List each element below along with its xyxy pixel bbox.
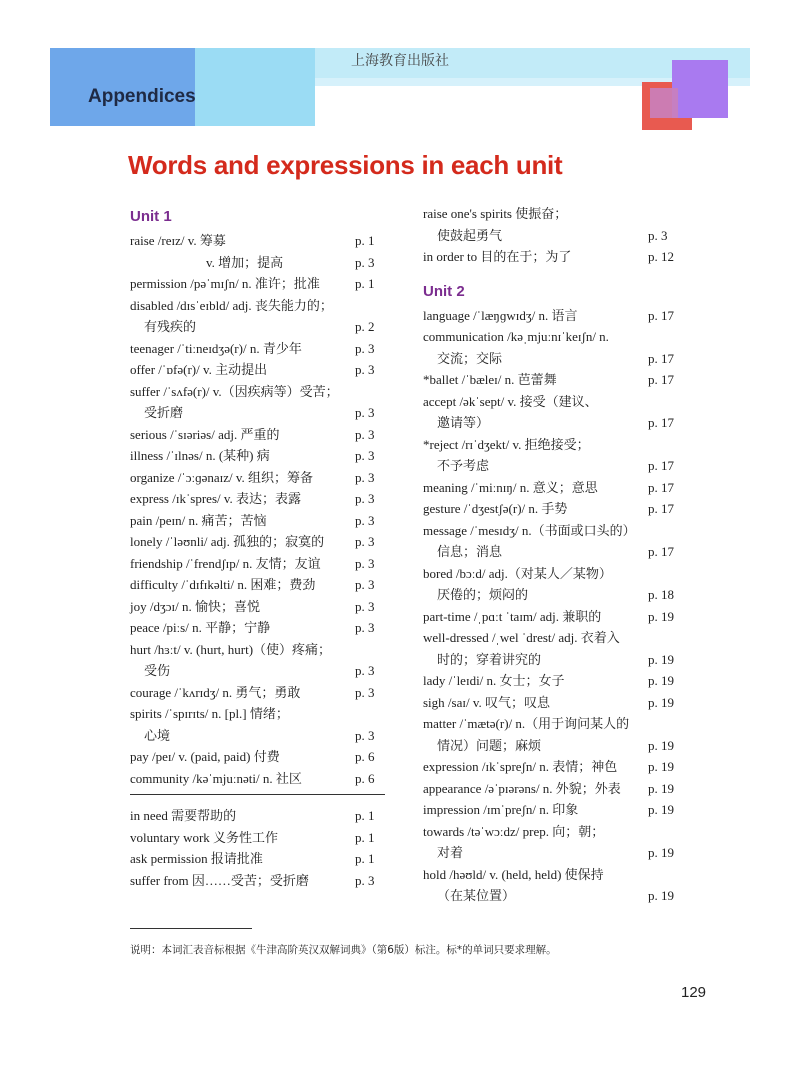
list-item xyxy=(130,768,385,790)
list-item xyxy=(423,821,678,843)
entry-text: disabled /dɪsˈeɪbld/ adj. 丧失能力的； xyxy=(130,297,333,313)
page-title: Words and expressions in each unit xyxy=(128,150,563,180)
entry-text: impression /ɪmˈpreʃn/ n. 印象 xyxy=(423,802,579,817)
entry-text: serious /ˈsɪəriəs/ adj. 严重的 xyxy=(130,426,280,442)
page-reference: p. 1 xyxy=(355,829,375,845)
page-reference: p. 18 xyxy=(648,587,674,602)
list-item xyxy=(423,670,678,692)
list-item xyxy=(130,660,385,682)
page-reference: p. 17 xyxy=(648,415,674,430)
entry-text: community /kəˈmjuːnəti/ n. 社区 xyxy=(130,770,302,786)
left-column xyxy=(130,203,385,891)
list-item xyxy=(130,531,385,553)
page-reference: p. 19 xyxy=(648,673,674,688)
page-reference: p. 3 xyxy=(355,340,375,356)
page-reference: p. 1 xyxy=(355,233,375,248)
page-reference: p. 19 xyxy=(648,888,674,903)
entry-text: 厌倦的；烦闷的 xyxy=(437,587,529,602)
list-item xyxy=(423,606,678,628)
list-item xyxy=(423,246,678,268)
page-reference: p. 3 xyxy=(355,663,375,678)
entry-text: 对着 xyxy=(437,845,464,860)
page-reference: p. 17 xyxy=(648,458,674,473)
entry-text: friendship /ˈfrendʃɪp/ n. 友情；友谊 xyxy=(130,555,321,571)
list-item xyxy=(130,402,385,424)
list-item xyxy=(423,203,678,225)
entry-text: lady /ˈleɪdi/ n. 女士；女子 xyxy=(423,673,565,688)
page-reference: p. 3 xyxy=(355,469,375,485)
list-item xyxy=(423,649,678,671)
page-reference: p. 19 xyxy=(648,694,674,710)
entry-text: bored /bɔːd/ adj.（对某人／某物） xyxy=(423,565,612,581)
page-reference: p. 3 xyxy=(355,254,375,270)
list-item xyxy=(423,756,678,778)
list-item xyxy=(423,225,678,247)
entry-text: *ballet /ˈbæleɪ/ n. 芭蕾舞 xyxy=(423,372,557,387)
list-item xyxy=(130,682,385,704)
page-reference: p. 3 xyxy=(355,448,375,463)
entry-text: 邀请等） xyxy=(437,415,490,430)
entry-text: 不予考虑 xyxy=(437,458,490,473)
list-item xyxy=(423,864,678,886)
entry-text: part-time /ˌpɑːt ˈtaɪm/ adj. 兼职的 xyxy=(423,608,602,624)
entry-text: raise one's spirits 使振奋； xyxy=(423,206,568,221)
entry-text: in need 需要帮助的 xyxy=(130,808,237,823)
page-reference: p. 19 xyxy=(648,780,674,796)
list-item xyxy=(130,295,385,317)
list-item xyxy=(423,563,678,585)
list-item xyxy=(130,848,385,870)
entry-text: organize /ˈɔːɡənaɪz/ v. 组织；筹备 xyxy=(130,469,314,485)
entry-text: 有残疾的 xyxy=(144,319,197,334)
entry-text: lonely /ˈləʊnli/ adj. 孤独的；寂寞的 xyxy=(130,534,325,549)
list-item xyxy=(130,725,385,747)
entry-text: spirits /ˈspɪrɪts/ n. [pl.] 情绪； xyxy=(130,706,289,721)
entry-text: 情况）问题；麻烦 xyxy=(437,737,542,753)
list-item xyxy=(130,316,385,338)
right-column xyxy=(423,203,678,907)
entry-text: 交流；交际 xyxy=(437,350,503,366)
entry-text: towards /təˈwɔːdz/ prep. 向；朝； xyxy=(423,823,605,839)
list-item xyxy=(130,553,385,575)
list-item xyxy=(130,574,385,596)
list-item xyxy=(423,735,678,757)
vocabulary-list xyxy=(423,305,678,907)
list-item xyxy=(130,359,385,381)
list-item xyxy=(423,799,678,821)
page-reference: p. 3 xyxy=(355,598,375,614)
entry-text: joy /dʒɔɪ/ n. 愉快；喜悦 xyxy=(130,598,260,614)
list-item xyxy=(130,746,385,768)
list-item xyxy=(423,541,678,563)
list-item xyxy=(130,381,385,403)
list-item xyxy=(423,627,678,649)
entry-text: teenager /ˈtiːneɪdʒə(r)/ n. 青少年 xyxy=(130,340,302,356)
page-reference: p. 3 xyxy=(648,227,668,243)
page-number: 129 xyxy=(681,984,707,1001)
entry-text: appearance /əˈpɪərəns/ n. 外貌；外表 xyxy=(423,780,621,796)
page-reference: p. 3 xyxy=(355,405,375,420)
page-reference: p. 19 xyxy=(648,845,674,860)
entry-text: expression /ɪkˈspreʃn/ n. 表情；神色 xyxy=(423,759,618,774)
page-reference: p. 3 xyxy=(355,362,375,377)
entry-text: offer /ˈɒfə(r)/ v. 主动提出 xyxy=(130,362,268,377)
page-reference: p. 3 xyxy=(355,620,375,635)
entry-text: gesture /ˈdʒestʃə(r)/ n. 手势 xyxy=(423,501,568,516)
entry-text: v. 增加；提高 xyxy=(206,254,284,270)
entry-text: suffer from 因……受苦；受折磨 xyxy=(130,872,309,888)
list-item xyxy=(423,455,678,477)
list-item xyxy=(130,703,385,725)
entry-text: hold /həʊld/ v. (held, held) 使保持 xyxy=(423,866,604,882)
unit-heading: Unit 2 xyxy=(423,282,465,300)
list-item xyxy=(130,617,385,639)
page-reference: p. 12 xyxy=(648,249,674,264)
entry-text: language /ˈlæŋɡwɪdʒ/ n. 语言 xyxy=(423,307,578,323)
entry-text: ask permission 报请批准 xyxy=(130,851,263,866)
list-item xyxy=(130,445,385,467)
entry-text: communication /kəˌmjuːnɪˈkeɪʃn/ n. xyxy=(423,329,609,344)
footnote: 说明：本词汇表音标根据《牛津高阶英汉双解词典》（第6版）标注。标*的单词只要求理解。 xyxy=(130,944,557,956)
entry-text: pain /peɪn/ n. 痛苦；苦恼 xyxy=(130,512,267,528)
page-reference: p. 17 xyxy=(648,501,674,516)
list-item xyxy=(423,348,678,370)
list-item xyxy=(423,305,678,327)
entry-text: express /ɪkˈspres/ v. 表达；表露 xyxy=(130,491,302,506)
page-reference: p. 3 xyxy=(355,555,375,571)
list-item xyxy=(423,412,678,434)
entry-text: 受伤 xyxy=(144,663,171,678)
publisher-name: 上海教育出版社 xyxy=(351,53,449,69)
list-item xyxy=(423,477,678,499)
list-item xyxy=(423,692,678,714)
entry-text: 使鼓起勇气 xyxy=(437,227,503,243)
page-reference: p. 6 xyxy=(355,749,375,764)
list-item xyxy=(130,639,385,661)
entry-text: 受折磨 xyxy=(144,405,184,420)
list-item xyxy=(423,842,678,864)
entry-text: illness /ˈɪlnəs/ n. (某种) 病 xyxy=(130,448,270,463)
list-item xyxy=(130,424,385,446)
page-reference: p. 3 xyxy=(355,727,375,743)
list-item xyxy=(423,885,678,907)
section-label: Appendices xyxy=(88,86,196,107)
page-reference: p. 19 xyxy=(648,651,674,667)
entry-text: 信息；消息 xyxy=(437,544,503,559)
entry-text: message /ˈmesɪdʒ/ n.（书面或口头的） xyxy=(423,522,636,538)
list-item xyxy=(423,778,678,800)
list-item xyxy=(130,230,385,252)
list-item xyxy=(423,584,678,606)
list-item xyxy=(423,434,678,456)
list-item xyxy=(130,273,385,295)
entry-text: matter /ˈmætə(r)/ n.（用于询问某人的 xyxy=(423,716,630,731)
page-reference: p. 6 xyxy=(355,770,375,786)
page-reference: p. 3 xyxy=(355,426,375,442)
page-reference: p. 3 xyxy=(355,512,375,528)
list-item xyxy=(423,713,678,735)
page-reference: p. 1 xyxy=(355,276,375,291)
page-reference: p. 3 xyxy=(355,491,375,506)
page-reference: p. 1 xyxy=(355,851,375,866)
entry-text: （在某位置） xyxy=(437,888,516,903)
unit-heading: Unit 1 xyxy=(130,208,172,225)
entry-text: raise /reɪz/ v. 筹募 xyxy=(130,233,226,248)
page-reference: p. 1 xyxy=(355,808,375,823)
page-reference: p. 19 xyxy=(648,608,674,624)
divider xyxy=(130,794,385,795)
page-reference: p. 17 xyxy=(648,350,674,366)
entry-text: difficulty /ˈdɪfɪkəlti/ n. 困难；费劲 xyxy=(130,577,316,592)
page-reference: p. 3 xyxy=(355,684,375,700)
entry-text: peace /piːs/ n. 平静；宁静 xyxy=(130,620,271,635)
list-item xyxy=(130,488,385,510)
list-item xyxy=(130,827,385,849)
decorative-square xyxy=(650,88,678,118)
entry-text: courage /ˈkʌrɪdʒ/ n. 勇气；勇敢 xyxy=(130,684,301,700)
entry-text: hurt /hɜːt/ v. (hurt, hurt)（使）疼痛； xyxy=(130,641,332,657)
entry-text: *reject /rɪˈdʒekt/ v. 拒绝接受； xyxy=(423,436,590,452)
page-reference: p. 17 xyxy=(648,307,674,323)
page-reference: p. 19 xyxy=(648,759,674,774)
phrase-list xyxy=(423,203,678,268)
entry-text: voluntary work 义务性工作 xyxy=(130,829,279,845)
vocabulary-list xyxy=(130,230,385,789)
list-item xyxy=(423,498,678,520)
list-item xyxy=(130,510,385,532)
list-item xyxy=(130,596,385,618)
entry-text: sigh /saɪ/ v. 叹气；叹息 xyxy=(423,694,550,710)
page-reference: p. 19 xyxy=(648,737,674,753)
phrase-list xyxy=(130,805,385,891)
list-item xyxy=(423,369,678,391)
page-reference: p. 3 xyxy=(355,534,375,549)
entry-text: 时的；穿着讲究的 xyxy=(437,651,542,667)
page-reference: p. 3 xyxy=(355,872,375,888)
entry-text: pay /peɪ/ v. (paid, paid) 付费 xyxy=(130,749,280,764)
entry-text: 心境 xyxy=(144,727,171,743)
list-item xyxy=(423,326,678,348)
list-item xyxy=(130,805,385,827)
entry-text: well-dressed /ˌwel ˈdrest/ adj. 衣着入 xyxy=(423,630,620,645)
entry-text: suffer /ˈsʌfə(r)/ v.（因疾病等）受苦； xyxy=(130,383,339,399)
footnote-divider xyxy=(130,928,252,929)
page-header xyxy=(0,0,800,130)
list-item xyxy=(130,338,385,360)
list-item xyxy=(423,391,678,413)
page-reference: p. 17 xyxy=(648,479,674,495)
list-item xyxy=(130,467,385,489)
page-reference: p. 2 xyxy=(355,319,375,334)
page-reference: p. 17 xyxy=(648,544,674,559)
entry-text: permission /pəˈmɪʃn/ n. 准许；批准 xyxy=(130,276,320,291)
list-item xyxy=(423,520,678,542)
page-reference: p. 17 xyxy=(648,372,674,387)
entry-text: in order to 目的在于；为了 xyxy=(423,249,572,264)
list-item xyxy=(130,870,385,892)
page-reference: p. 3 xyxy=(355,577,375,592)
page-reference: p. 19 xyxy=(648,802,674,817)
entry-text: meaning /ˈmiːnɪŋ/ n. 意义；意思 xyxy=(423,479,598,495)
entry-text: accept /əkˈsept/ v. 接受（建议、 xyxy=(423,393,598,409)
list-item xyxy=(130,252,385,274)
